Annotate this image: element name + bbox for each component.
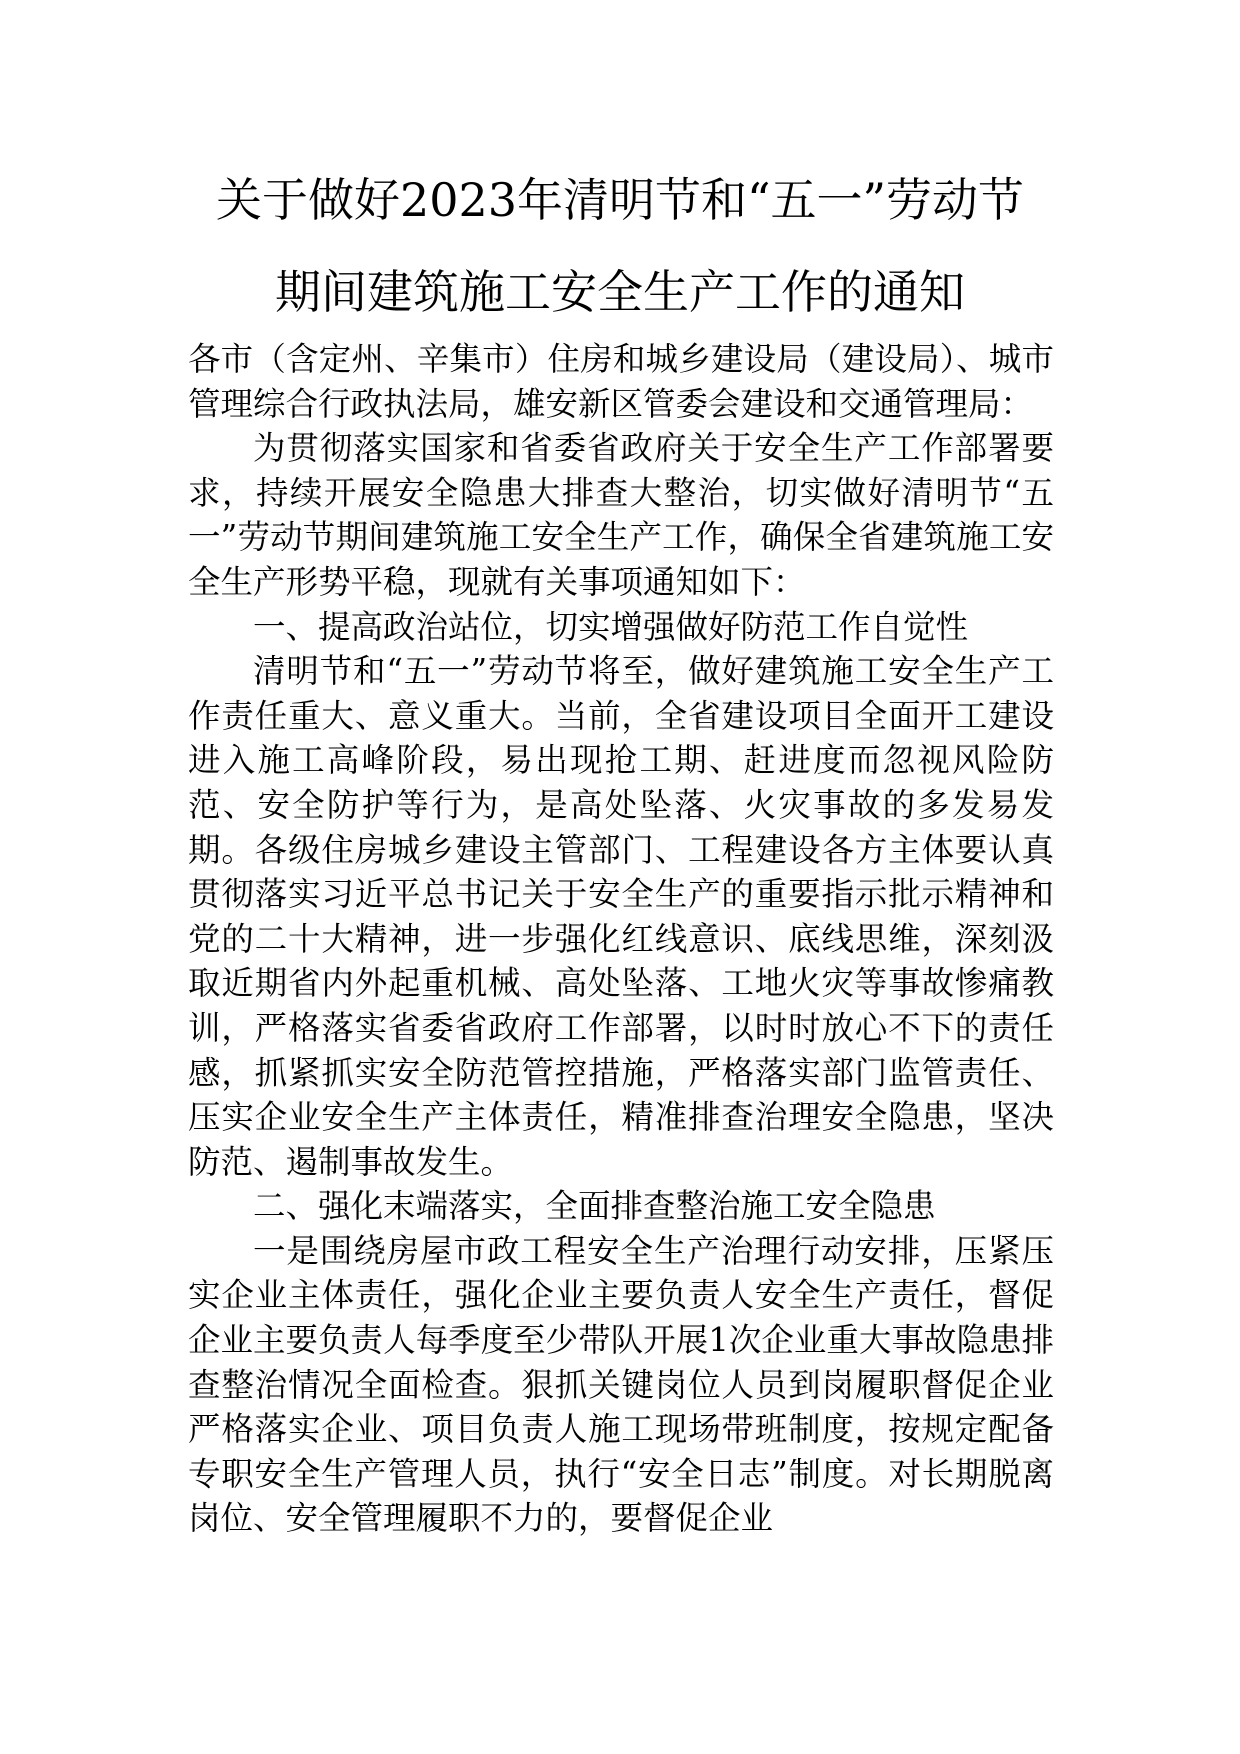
document-body <box>188 337 1054 1541</box>
addressee: 各市（含定州、辛集市）住房和城乡建设局（建设局）、城市管理综合行政执法局，雄安新区管委会建设和交通管理局： <box>188 340 1054 423</box>
section-2-paragraph: 一是围绕房屋市政工程安全生产治理行动安排，压紧压实企业主体责任，强化企业主要负责人安全生产责任，督促企业主要负责人每季度至少带队开展1次企业重大事故隐患排查整治情况全面检查。狠抓关键岗位人员到岗履职督促企业严格落实企业、项目负责人施工现场带班制度，按规定配备专职安全生产管理人员，执行“安全日志”制度。对长期脱离岗位、安全管理履职不力的，要督促企业 <box>188 1231 1054 1538</box>
section-1-paragraph: 清明节和“五一”劳动节将至，做好建筑施工安全生产工作责任重大、意义重大。当前，全省建设项目全面开工建设进入施工高峰阶段，易出现抢工期、赶进度而忽视风险防范、安全防护等行为，是高处坠落、火灾事故的多发易发期。各级住房城乡建设主管部门、工程建设各方主体要认真贯彻落实习近平总书记关于安全生产的重要指示批示精神和党的二十大精神，进一步强化红线意识、底线思维，深刻汲取近期省内外起重机械、高处坠落、工地火灾等事故惨痛教训，严格落实省委省政府工作部署，以时时放心不下的责任感，抓紧抓实安全防范管控措施，严格落实部门监管责任、压实企业安全生产主体责任，精准排查治理安全隐患，坚决防范、遏制事故发生。 <box>188 652 1054 1181</box>
document-title-line-1: 关于做好2023年清明节和“五一”劳动节 <box>215 173 1025 227</box>
section-2-heading: 二、强化末端落实，全面排查整治施工安全隐患 <box>253 1187 936 1226</box>
intro-paragraph: 为贯彻落实国家和省委省政府关于安全生产工作部署要求，持续开展安全隐患大排查大整治，切实做好清明节“五一”劳动节期间建筑施工安全生产工作，确保全省建筑施工安全生产形势平稳，现就有关事项通知如下： <box>188 429 1054 601</box>
document-title-line-2: 期间建筑施工安全生产工作的通知 <box>275 265 965 319</box>
section-1-heading: 一、提高政治站位，切实增强做好防范工作自觉性 <box>253 607 969 646</box>
